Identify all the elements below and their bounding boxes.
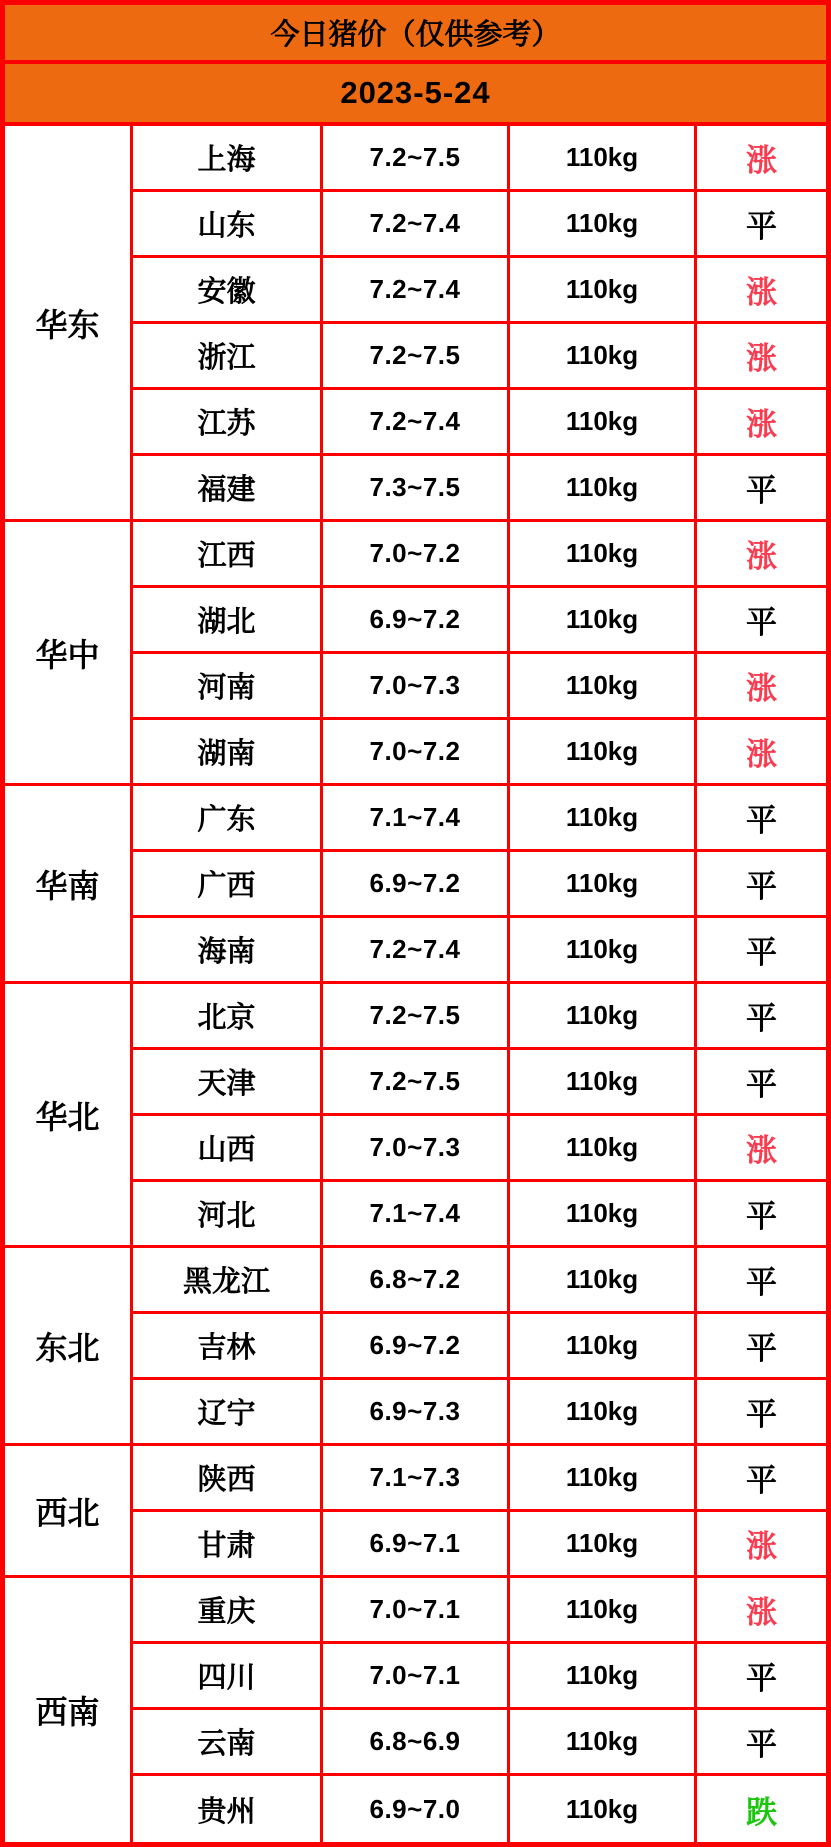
weight-cell: 110kg	[510, 1446, 697, 1512]
province-cell: 贵州	[133, 1776, 323, 1842]
province-cell: 广西	[133, 852, 323, 918]
province-cell: 河南	[133, 654, 323, 720]
trend-cell: 平	[697, 456, 826, 522]
province-cell: 甘肃	[133, 1512, 323, 1578]
price-cell: 7.3~7.5	[323, 456, 510, 522]
price-cell: 7.2~7.5	[323, 1050, 510, 1116]
province-cell: 天津	[133, 1050, 323, 1116]
trend-cell: 平	[697, 852, 826, 918]
trend-cell: 平	[697, 918, 826, 984]
province-cell: 江西	[133, 522, 323, 588]
price-cell: 7.0~7.3	[323, 1116, 510, 1182]
price-cell: 6.8~7.2	[323, 1248, 510, 1314]
price-cell: 7.0~7.1	[323, 1578, 510, 1644]
trend-cell: 平	[697, 1050, 826, 1116]
price-cell: 6.9~7.2	[323, 1314, 510, 1380]
date-label: 2023-5-24	[340, 75, 491, 110]
trend-cell: 平	[697, 1710, 826, 1776]
weight-cell: 110kg	[510, 324, 697, 390]
trend-cell: 涨	[697, 126, 826, 192]
price-cell: 6.9~7.2	[323, 588, 510, 654]
trend-cell: 涨	[697, 654, 826, 720]
page-title: 今日猪价（仅供参考）	[270, 19, 561, 51]
weight-cell: 110kg	[510, 984, 697, 1050]
region-cell: 华中	[5, 522, 133, 786]
region-cell: 华北	[5, 984, 133, 1248]
trend-cell: 涨	[697, 390, 826, 456]
trend-cell: 跌	[697, 1776, 826, 1842]
province-cell: 湖北	[133, 588, 323, 654]
price-cell: 7.0~7.2	[323, 720, 510, 786]
weight-cell: 110kg	[510, 192, 697, 258]
price-cell: 6.9~7.0	[323, 1776, 510, 1842]
price-cell: 7.0~7.3	[323, 654, 510, 720]
weight-cell: 110kg	[510, 588, 697, 654]
province-cell: 海南	[133, 918, 323, 984]
region-cell: 西北	[5, 1446, 133, 1578]
price-cell: 7.1~7.4	[323, 1182, 510, 1248]
province-cell: 云南	[133, 1710, 323, 1776]
weight-cell: 110kg	[510, 1314, 697, 1380]
trend-cell: 平	[697, 1446, 826, 1512]
title-bar	[5, 5, 826, 64]
price-cell: 6.9~7.3	[323, 1380, 510, 1446]
trend-cell: 平	[697, 192, 826, 258]
price-cell: 7.1~7.3	[323, 1446, 510, 1512]
province-cell: 北京	[133, 984, 323, 1050]
weight-cell: 110kg	[510, 654, 697, 720]
trend-cell: 平	[697, 1314, 826, 1380]
trend-cell: 涨	[697, 1512, 826, 1578]
province-cell: 上海	[133, 126, 323, 192]
weight-cell: 110kg	[510, 1512, 697, 1578]
weight-cell: 110kg	[510, 1182, 697, 1248]
province-cell: 湖南	[133, 720, 323, 786]
weight-cell: 110kg	[510, 456, 697, 522]
weight-cell: 110kg	[510, 390, 697, 456]
price-cell: 6.8~6.9	[323, 1710, 510, 1776]
province-cell: 山西	[133, 1116, 323, 1182]
province-cell: 江苏	[133, 390, 323, 456]
price-cell: 7.2~7.4	[323, 390, 510, 456]
price-cell: 7.1~7.4	[323, 786, 510, 852]
trend-cell: 平	[697, 1644, 826, 1710]
province-cell: 重庆	[133, 1578, 323, 1644]
weight-cell: 110kg	[510, 258, 697, 324]
province-cell: 陕西	[133, 1446, 323, 1512]
region-cell: 华南	[5, 786, 133, 984]
province-cell: 吉林	[133, 1314, 323, 1380]
weight-cell: 110kg	[510, 1644, 697, 1710]
price-cell: 7.2~7.5	[323, 126, 510, 192]
region-cell: 西南	[5, 1578, 133, 1842]
trend-cell: 涨	[697, 522, 826, 588]
weight-cell: 110kg	[510, 786, 697, 852]
weight-cell: 110kg	[510, 1776, 697, 1842]
region-cell: 东北	[5, 1248, 133, 1446]
trend-cell: 平	[697, 1182, 826, 1248]
region-cell: 华东	[5, 126, 133, 522]
weight-cell: 110kg	[510, 1116, 697, 1182]
weight-cell: 110kg	[510, 918, 697, 984]
trend-cell: 平	[697, 1248, 826, 1314]
province-cell: 浙江	[133, 324, 323, 390]
province-cell: 黑龙江	[133, 1248, 323, 1314]
weight-cell: 110kg	[510, 1710, 697, 1776]
trend-cell: 涨	[697, 1578, 826, 1644]
province-cell: 辽宁	[133, 1380, 323, 1446]
province-cell: 广东	[133, 786, 323, 852]
weight-cell: 110kg	[510, 720, 697, 786]
weight-cell: 110kg	[510, 1578, 697, 1644]
weight-cell: 110kg	[510, 522, 697, 588]
price-cell: 7.0~7.1	[323, 1644, 510, 1710]
trend-cell: 平	[697, 786, 826, 852]
weight-cell: 110kg	[510, 1050, 697, 1116]
trend-cell: 涨	[697, 720, 826, 786]
price-table	[5, 126, 826, 1842]
price-cell: 6.9~7.1	[323, 1512, 510, 1578]
weight-cell: 110kg	[510, 852, 697, 918]
province-cell: 安徽	[133, 258, 323, 324]
trend-cell: 平	[697, 588, 826, 654]
date-bar	[5, 64, 826, 126]
weight-cell: 110kg	[510, 1248, 697, 1314]
weight-cell: 110kg	[510, 1380, 697, 1446]
price-cell: 6.9~7.2	[323, 852, 510, 918]
trend-cell: 平	[697, 984, 826, 1050]
price-cell: 7.0~7.2	[323, 522, 510, 588]
price-cell: 7.2~7.5	[323, 984, 510, 1050]
weight-cell: 110kg	[510, 126, 697, 192]
province-cell: 河北	[133, 1182, 323, 1248]
trend-cell: 涨	[697, 1116, 826, 1182]
price-cell: 7.2~7.4	[323, 192, 510, 258]
province-cell: 福建	[133, 456, 323, 522]
trend-cell: 涨	[697, 258, 826, 324]
province-cell: 四川	[133, 1644, 323, 1710]
trend-cell: 涨	[697, 324, 826, 390]
price-cell: 7.2~7.5	[323, 324, 510, 390]
trend-cell: 平	[697, 1380, 826, 1446]
price-cell: 7.2~7.4	[323, 918, 510, 984]
province-cell: 山东	[133, 192, 323, 258]
price-cell: 7.2~7.4	[323, 258, 510, 324]
